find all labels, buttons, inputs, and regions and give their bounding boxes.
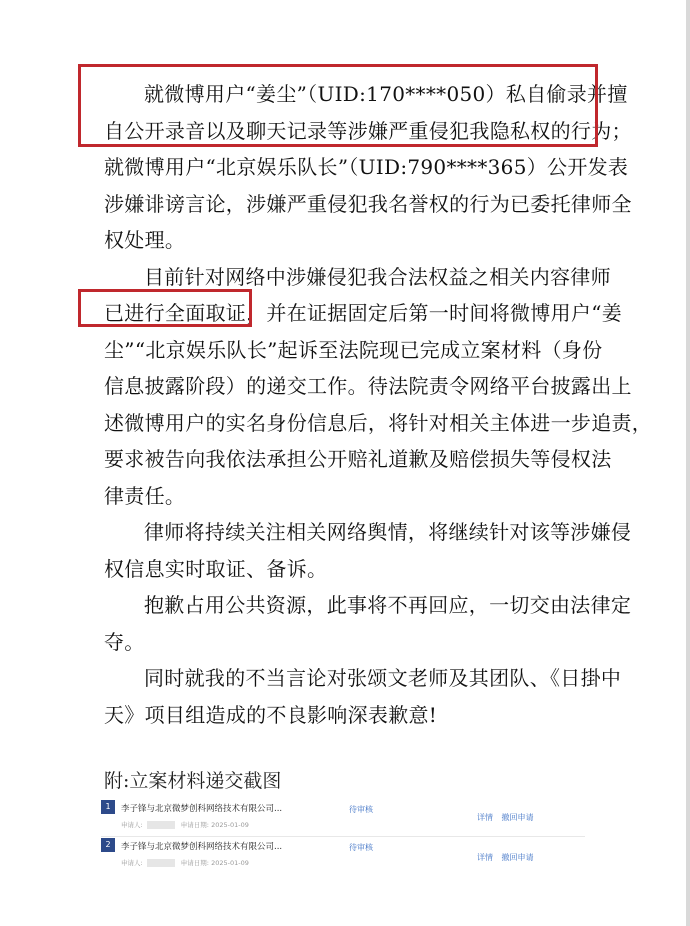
applicant-label: 申请人: xyxy=(121,859,143,867)
case-title[interactable]: 李子锋与北京微梦创科网络技术有限公司... xyxy=(121,804,283,814)
text-line: 涉嫌诽谤言论，涉嫌严重侵犯我名誉权的行为已委托律师全 xyxy=(104,191,632,216)
text-line: 述微博用户的实名身份信息后，将针对相关主体进一步追责， xyxy=(104,410,653,435)
text-line: 目前针对网络中涉嫌侵犯我合法权益之相关内容律师 xyxy=(144,264,611,289)
case-title[interactable]: 李子锋与北京微梦创科网络技术有限公司... xyxy=(121,842,283,852)
row-number-badge: 1 xyxy=(101,800,115,814)
text-line: 自公开录音以及聊天记录等涉嫌严重侵犯我隐私权的行为； xyxy=(104,118,632,143)
detail-link[interactable]: 详情 xyxy=(477,813,493,822)
status-badge: 待审核 xyxy=(349,843,373,852)
appendix-title: 附:立案材料递交截图 xyxy=(104,770,282,792)
row-actions xyxy=(477,852,540,863)
paragraph-4 xyxy=(104,514,632,587)
case-row xyxy=(101,838,585,875)
paragraph-5 xyxy=(104,587,632,660)
withdraw-link[interactable]: 撤回申请 xyxy=(501,853,534,862)
row-divider xyxy=(101,836,585,837)
row-number-badge: 2 xyxy=(101,838,115,852)
text-line: 信息披露阶段）的递交工作。待法院责令网络平台披露出上 xyxy=(104,374,632,398)
text-line: 尘”“北京娱乐队长”起诉至法院现已完成立案材料（身份 xyxy=(104,337,603,362)
redacted-applicant xyxy=(147,859,175,867)
text-line: 律责任。 xyxy=(104,483,186,508)
paragraph-6 xyxy=(104,660,622,733)
text-line: 权处理。 xyxy=(104,228,186,252)
page-edge xyxy=(686,0,690,926)
withdraw-link[interactable]: 撤回申请 xyxy=(501,813,534,822)
case-meta xyxy=(121,858,249,867)
case-row xyxy=(101,800,585,837)
text-line: 同时就我的不当言论对张颂文老师及其团队、《日掛中 xyxy=(144,666,622,690)
statement-body xyxy=(104,76,653,733)
redacted-applicant xyxy=(147,821,175,829)
text-line: 已进行全面取证，并在证据固定后第一时间将微博用户“姜 xyxy=(104,301,623,325)
text-line: 就微博用户“北京娱乐队长”（UID:790****365）公开发表 xyxy=(104,155,629,179)
text-line: 律师将持续关注相关网络舆情，将继续针对该等涉嫌侵 xyxy=(144,520,632,544)
case-meta xyxy=(121,820,249,829)
text-line: 天》项目组造成的不良影响深表歉意! xyxy=(104,702,438,727)
highlight-box-privacy xyxy=(78,64,598,147)
text-line: 夺。 xyxy=(104,629,145,654)
detail-link[interactable]: 详情 xyxy=(477,853,493,862)
highlight-box-evidence xyxy=(78,289,252,327)
apply-date: 2025-01-09 xyxy=(211,859,249,867)
row-actions xyxy=(477,812,540,823)
apply-date: 2025-01-09 xyxy=(211,821,249,829)
text-line: 要求被告向我依法承担公开赔礼道歉及赔偿损失等侵权法 xyxy=(104,447,612,471)
text-line: 权信息实时取证、备诉。 xyxy=(104,556,328,581)
date-label: 申请日期: xyxy=(180,821,209,829)
applicant-label: 申请人: xyxy=(121,821,143,829)
paragraph-2 xyxy=(104,149,632,259)
status-badge: 待审核 xyxy=(349,805,373,814)
date-label: 申请日期: xyxy=(180,859,209,867)
text-line: 抱歉占用公共资源，此事将不再回应，一切交由法律定 xyxy=(144,593,632,617)
text-line: 就微博用户“姜尘”（UID:170****050）私自偷录并擅 xyxy=(144,82,628,106)
